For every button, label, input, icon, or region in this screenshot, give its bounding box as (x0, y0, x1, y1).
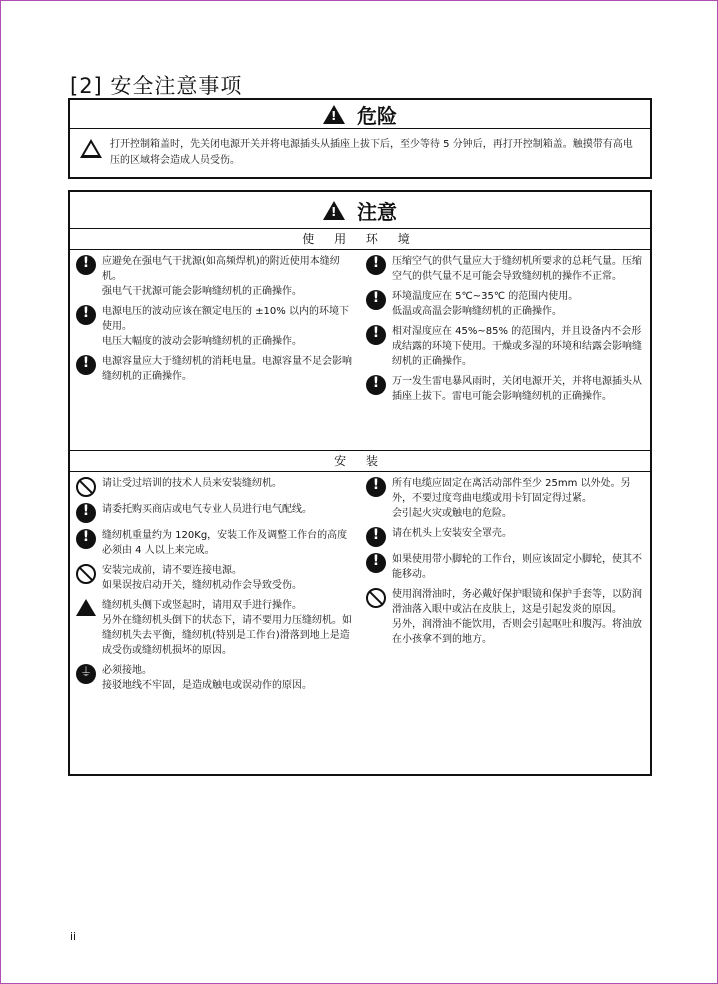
hand-warning-icon (76, 599, 96, 616)
mandatory-icon (366, 477, 386, 497)
caution-item (366, 552, 644, 582)
page-number: ii (70, 930, 77, 943)
caution-box (68, 190, 652, 776)
install-section (70, 472, 650, 702)
install-section-heading: 安 装 (70, 450, 650, 472)
electric-shock-warning-icon (80, 139, 102, 158)
caution-item-text: 相对湿度应在 45%~85% 的范围内，并且设备内不会形成结露的环境下使用。干燥或多湿的环境和结露会影响缝纫机的正确操作。 (392, 326, 642, 367)
mandatory-icon (366, 290, 386, 310)
env-section (70, 250, 650, 450)
mandatory-icon (76, 529, 96, 549)
caution-item (76, 598, 354, 658)
caution-item-text: 请在机头上安装安全罩壳。 (392, 528, 512, 539)
caution-item (76, 354, 354, 384)
caution-item-text: 使用润滑油时，务必戴好保护眼镜和保护手套等，以防润滑油落入眼中或沾在皮肤上，这是引起发炎的原因。 另外，润滑油不能饮用，否则会引起呕吐和腹泻。将油放在小孩拿不到的地方。 (392, 589, 642, 645)
caution-item (366, 289, 644, 319)
caution-item (366, 324, 644, 369)
caution-item (366, 374, 644, 404)
caution-item-text: 如果使用带小脚轮的工作台，则应该固定小脚轮，使其不能移动。 (392, 554, 642, 580)
danger-header (70, 100, 650, 129)
caution-item (76, 254, 354, 299)
install-left-column (70, 472, 360, 702)
caution-item (76, 663, 354, 693)
caution-item (76, 476, 354, 497)
caution-item (76, 304, 354, 349)
danger-box (68, 98, 652, 179)
caution-item (366, 526, 644, 547)
caution-item-text: 必须接地。 接驳地线不牢固，是造成触电或误动作的原因。 (102, 665, 312, 691)
danger-body (70, 129, 650, 177)
caution-item (366, 254, 644, 284)
mandatory-icon (366, 553, 386, 573)
caution-item-text: 万一发生雷电暴风雨时，关闭电源开关，并将电源插头从插座上拔下。雷电可能会影响缝纫机的正确操作。 (392, 376, 642, 402)
mandatory-icon (366, 325, 386, 345)
mandatory-icon (76, 255, 96, 275)
caution-item-text: 缝纫机头侧下或竖起时，请用双手进行操作。 另外在缝纫机头倒下的状态下，请不要用力压缝纫机。如缝纫机失去平衡，缝纫机(特别是工作台)滑落到地上是造成受伤或缝纫机损坏的原因。 (102, 600, 352, 656)
caution-heading: 注意 (357, 199, 397, 224)
install-right-column (360, 472, 650, 702)
caution-item-text: 电源电压的波动应该在额定电压的 ±10% 以内的环境下使用。 电压大幅度的波动会影响缝纫机的正确操作。 (102, 306, 349, 347)
danger-text: 打开控制箱盖时，先关闭电源开关并将电源插头从插座上拔下后，至少等待 5 分钟后，再打开控制箱盖。触摸带有高电压的区域将会造成人员受伤。 (110, 139, 633, 166)
caution-item (366, 476, 644, 521)
warning-triangle-icon (323, 105, 345, 124)
mandatory-icon (76, 503, 96, 523)
page-title: [2] 安全注意事项 (70, 74, 243, 98)
env-right-column (360, 250, 650, 450)
prohibited-icon (76, 477, 96, 497)
caution-item-text: 应避免在强电气干扰源(如高频焊机)的附近使用本缝纫机。 强电气干扰源可能会影响缝纫机的正确操作。 (102, 256, 340, 297)
mandatory-icon (76, 305, 96, 325)
caution-item-text: 缝纫机重量约为 120Kg，安装工作及调整工作台的高度必须由 4 人以上来完成。 (102, 530, 348, 556)
caution-item-text: 请让受过培训的技术人员来安装缝纫机。 (102, 478, 282, 489)
ground-icon (76, 664, 96, 684)
caution-item (366, 587, 644, 647)
env-section-heading: 使 用 环 境 (70, 229, 650, 250)
caution-item-text: 请委托购买商店或电气专业人员进行电气配线。 (102, 504, 312, 515)
warning-triangle-icon (323, 201, 345, 220)
caution-item-text: 压缩空气的供气量应大于缝纫机所要求的总耗气量。压缩空气的供气量不足可能会导致缝纫机的操作不正常。 (392, 256, 642, 282)
caution-item (76, 528, 354, 558)
caution-item (76, 563, 354, 593)
danger-heading: 危险 (357, 103, 397, 128)
prohibited-icon (76, 564, 96, 584)
caution-item-text: 安装完成前，请不要连接电源。 如果误按启动开关，缝纫机动作会导致受伤。 (102, 565, 302, 591)
caution-item (76, 502, 354, 523)
caution-item-text: 环境温度应在 5℃~35℃ 的范围内使用。 低温或高温会影响缝纫机的正确操作。 (392, 291, 579, 317)
env-left-column (70, 250, 360, 450)
prohibited-icon (366, 588, 386, 608)
caution-header (70, 192, 650, 229)
caution-item-text: 所有电缆应固定在离活动部件至少 25mm 以外处。另外，不要过度弯曲电缆或用卡钉固定得过紧。 会引起火灾或触电的危险。 (392, 478, 631, 519)
mandatory-icon (366, 255, 386, 275)
mandatory-icon (366, 375, 386, 395)
mandatory-icon (76, 355, 96, 375)
mandatory-icon (366, 527, 386, 547)
caution-item-text: 电源容量应大于缝纫机的消耗电量。电源容量不足会影响缝纫机的正确操作。 (102, 356, 352, 382)
